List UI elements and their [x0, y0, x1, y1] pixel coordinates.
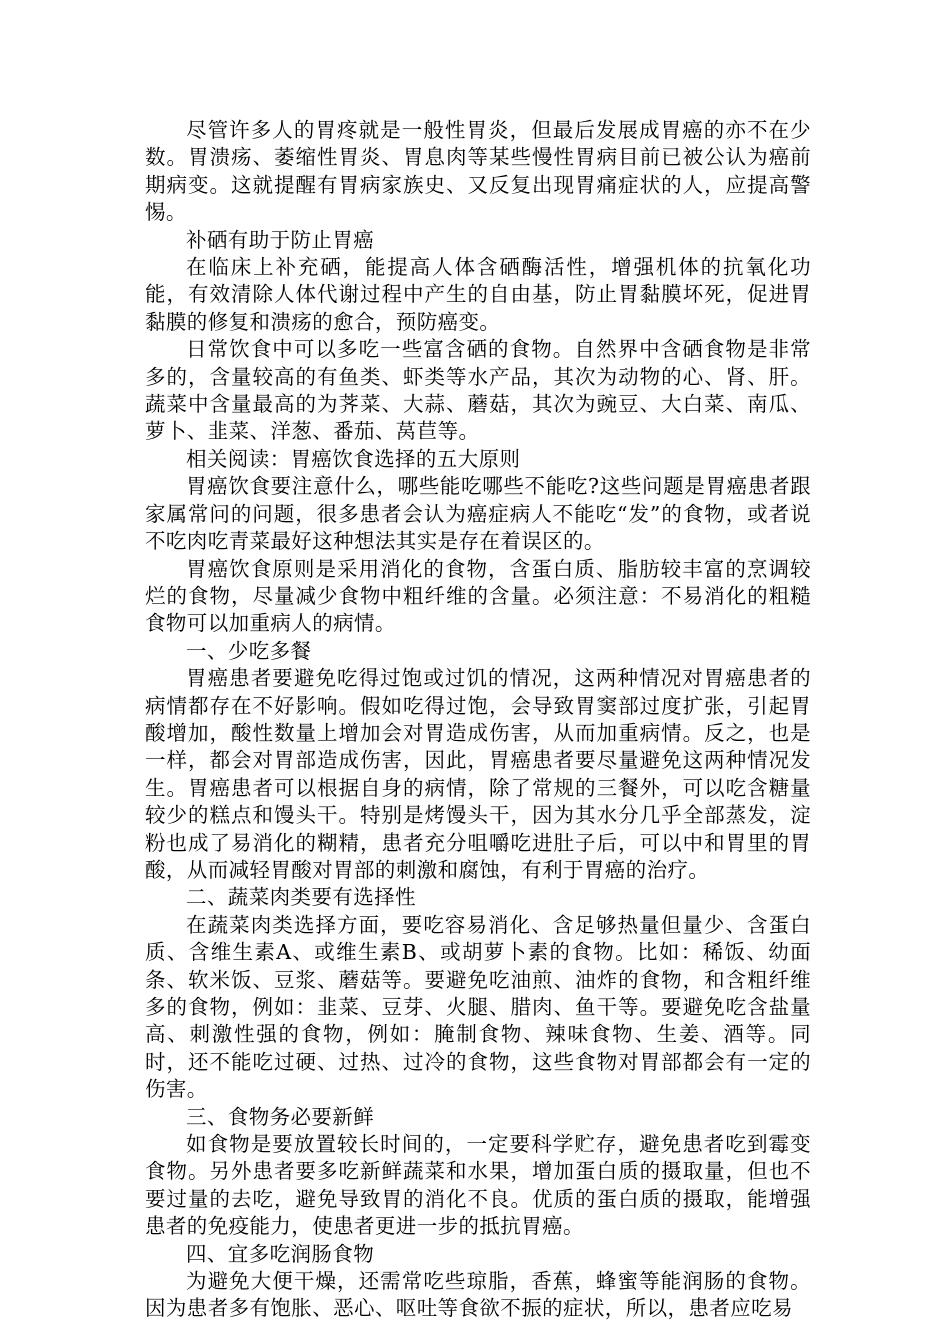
paragraph-selenium-clinical: 在临床上补充硒，能提高人体含硒酶活性，增强机体的抗氧化功能，有效清除人体代谢过程中产生的自由基，防止胃黏膜坏死，促进胃黏膜的修复和溃疡的愈合，预防癌变。: [145, 255, 811, 334]
heading-principle-4: 四、宜多吃润肠食物: [186, 1241, 375, 1266]
paragraph-principle-3: 如食物是要放置较长时间的，一定要科学贮存，避免患者吃到霉变食物。另外患者要多吃新鲜蔬菜和水果，增加蛋白质的摄取量，但也不要过量的去吃，避免导致胃的消化不良。优质的蛋白质的摄取，能增强患者的免疫能力，使患者更进一步的抵抗胃癌。: [145, 1132, 811, 1239]
paragraph-diet-principle: 胃癌饮食原则是采用消化的食物，含蛋白质、脂肪较丰富的烹调较烂的食物，尽量减少食物中粗纤维的含量。必须注意：不易消化的粗糙食物可以加重病人的病情。: [145, 556, 811, 636]
paragraph-diet-questions: 胃癌饮食要注意什么，哪些能吃哪些不能吃?这些问题是胃癌患者跟家属常问的问题，很多患者会认为癌症病人不能吃“发”的食物，或者说不吃肉吃青菜最好这种想法其实是存在着误区的。: [145, 474, 811, 554]
document-body: [145, 117, 811, 1323]
paragraph-intro: 尽管许多人的胃疼就是一般性胃炎，但最后发展成胃癌的亦不在少数。胃溃疡、萎缩性胃炎、胃息肉等某些慢性胃病目前已被公认为癌前期病变。这就提醒有胃病家族史、又反复出现胃痛症状的人，应提高警惕。: [145, 118, 811, 225]
paragraph-principle-4: 为避免大便干燥，还需常吃些琼脂，香蕉，蜂蜜等能润肠的食物。因为患者多有饱胀、恶心、呕吐等食欲不振的症状，所以，患者应吃易: [145, 1269, 811, 1321]
paragraph-principle-1: 胃癌患者要避免吃得过饱或过饥的情况，这两种情况对胃癌患者的病情都存在不好影响。假如吃得过饱，会导致胃窦部过度扩张，引起胃酸增加，酸性数量上增加会对胃造成伤害，从而加重病情。反之，也是一样，都会对胃部造成伤害，因此，胃癌患者要尽量避免这两种情况发生。胃癌患者可以根据自身的病情，除了常规的三餐外，可以吃含糖量较少的糕点和馒头干。特别是烤馒头干，因为其水分几乎全部蒸发，淀粉也成了易消化的糊精，患者充分咀嚼吃进肚子后，可以中和胃里的胃酸，从而减轻胃酸对胃部的刺激和腐蚀，有利于胃癌的治疗。: [145, 666, 811, 882]
heading-principle-1: 一、少吃多餐: [186, 638, 312, 663]
paragraph-principle-2: 在蔬菜肉类选择方面，要吃容易消化、含足够热量但量少、含蛋白质、含维生素A、或维生素B、或胡萝卜素的食物。比如：稀饭、幼面条、软米饭、豆浆、蘑菇等。要避免吃油煎、油炸的食物，和含粗纤维多的食物，例如：韭菜、豆芽、火腿、腊肉、鱼干等。要避免吃含盐量高、刺激性强的食物，例如：腌制食物、辣味食物、生姜、酒等。同时，还不能吃过硬、过热、过冷的食物，这些食物对胃部都会有一定的伤害。: [145, 912, 811, 1102]
paragraph-selenium-foods: 日常饮食中可以多吃一些富含硒的食物。自然界中含硒食物是非常多的，含量较高的有鱼类、虾类等水产品，其次为动物的心、肾、肝。蔬菜中含量最高的为荠菜、大蒜、蘑菇，其次为豌豆、大白菜、南瓜、萝卜、韭菜、洋葱、番茄、莴苣等。: [145, 337, 811, 444]
heading-principle-2: 二、蔬菜肉类要有选择性: [186, 885, 416, 910]
heading-selenium: 补硒有助于防止胃癌: [186, 227, 375, 252]
heading-principle-3: 三、食物务必要新鲜: [186, 1104, 375, 1129]
heading-related-reading: 相关阅读：胃癌饮食选择的五大原则: [186, 446, 521, 471]
